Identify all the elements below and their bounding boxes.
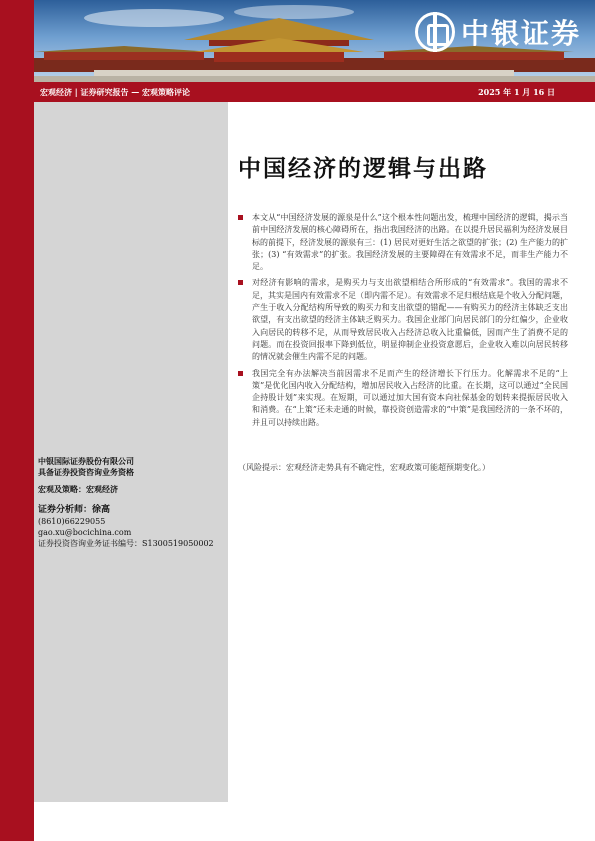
bullet-text: 我国完全有办法解决当前因需求不足而产生的经济增长下行压力。化解需求不足的“上策”是优化国内收入分配结构，增加居民收入占经济的比重。在长期，这可以通过“全民国企持股计划”来实现。在短期，可以通过加大国有资本向社保基金的划转来提振居民收入和消费。在“上策”还未走通的时候，靠投资创造需求的“中策”是我国经济的一条不坏的，并且可以持续出路。 [252,368,568,427]
analyst-name: 证券分析师：徐高 [38,505,111,515]
analyst-phone: (8610)66229055 [38,517,106,526]
summary-bullet [238,212,568,273]
analyst-email: gao.xu@bocichina.com [38,528,132,537]
sidebar-info [38,456,228,549]
left-brand-bar [0,0,34,841]
header-banner [34,0,595,82]
boc-logo-icon [415,12,455,52]
side-panel [34,102,228,802]
summary-bullet [238,277,568,363]
summary-bullet [238,368,568,429]
brand-logo [415,12,581,52]
risk-note: （风险提示：宏观经济走势具有不确定性，宏观政策可能超预期变化。） [238,463,490,472]
report-title: 中国经济的逻辑与出路 [238,155,488,182]
report-date: 2025 年 1 月 16 日 [478,87,555,97]
license-text: 具备证券投资咨询业务资格 [38,467,134,477]
bullet-text: 对经济有影响的需求，是购买力与支出欲望相结合所形成的“有效需求”。我国的需求不足，其实是国内有效需求不足（即内需不足）。有效需求不足归根结底是个收入分配问题，产生于收入分配结构所导致的购买力和支出欲望的错配——有购买力的经济主体缺乏支出欲望，有支出欲望的经济主体缺乏购买力。我国企业部门向居民部门的分红偏少，企业收入向居民的转移不足，从而导致居民收入占经济总收入比重偏低，因而产生了消费不足的问题。而在投资回报率下降到低位，明显抑制企业投资意愿后，企业收入难以向居民转移的情况就会催生内需不足的问题。 [252,278,568,362]
meta-bar [34,82,595,102]
bullet-square-icon [238,280,243,285]
company-name: 中银国际证券股份有限公司 [38,456,134,466]
summary-bullets [238,212,568,433]
report-category: 宏观经济 | 证券研究报告 — 宏观策略评论 [40,87,191,97]
bullet-square-icon [238,215,243,220]
sector-text: 宏观及策略：宏观经济 [38,484,118,494]
bullet-square-icon [238,371,243,376]
analyst-cert: 证券投资咨询业务证书编号：S1300519050002 [38,539,214,548]
bullet-text: 本文从“中国经济发展的源泉是什么”这个根本性问题出发，梳理中国经济的逻辑，揭示当前中国经济发展的核心障碍所在，指出我国经济的出路。在以提升居民福利为经济发展目标的前提下，经济发展的源泉有三：(1) 居民对更好生活之欲望的扩张；(2) 生产能力的扩张；(3) “有效需求”的扩张。我国经济发展的主要障碍在有效需求不足，而非生产能力不足。 [252,213,568,272]
brand-name: 中银证券 [460,17,581,50]
